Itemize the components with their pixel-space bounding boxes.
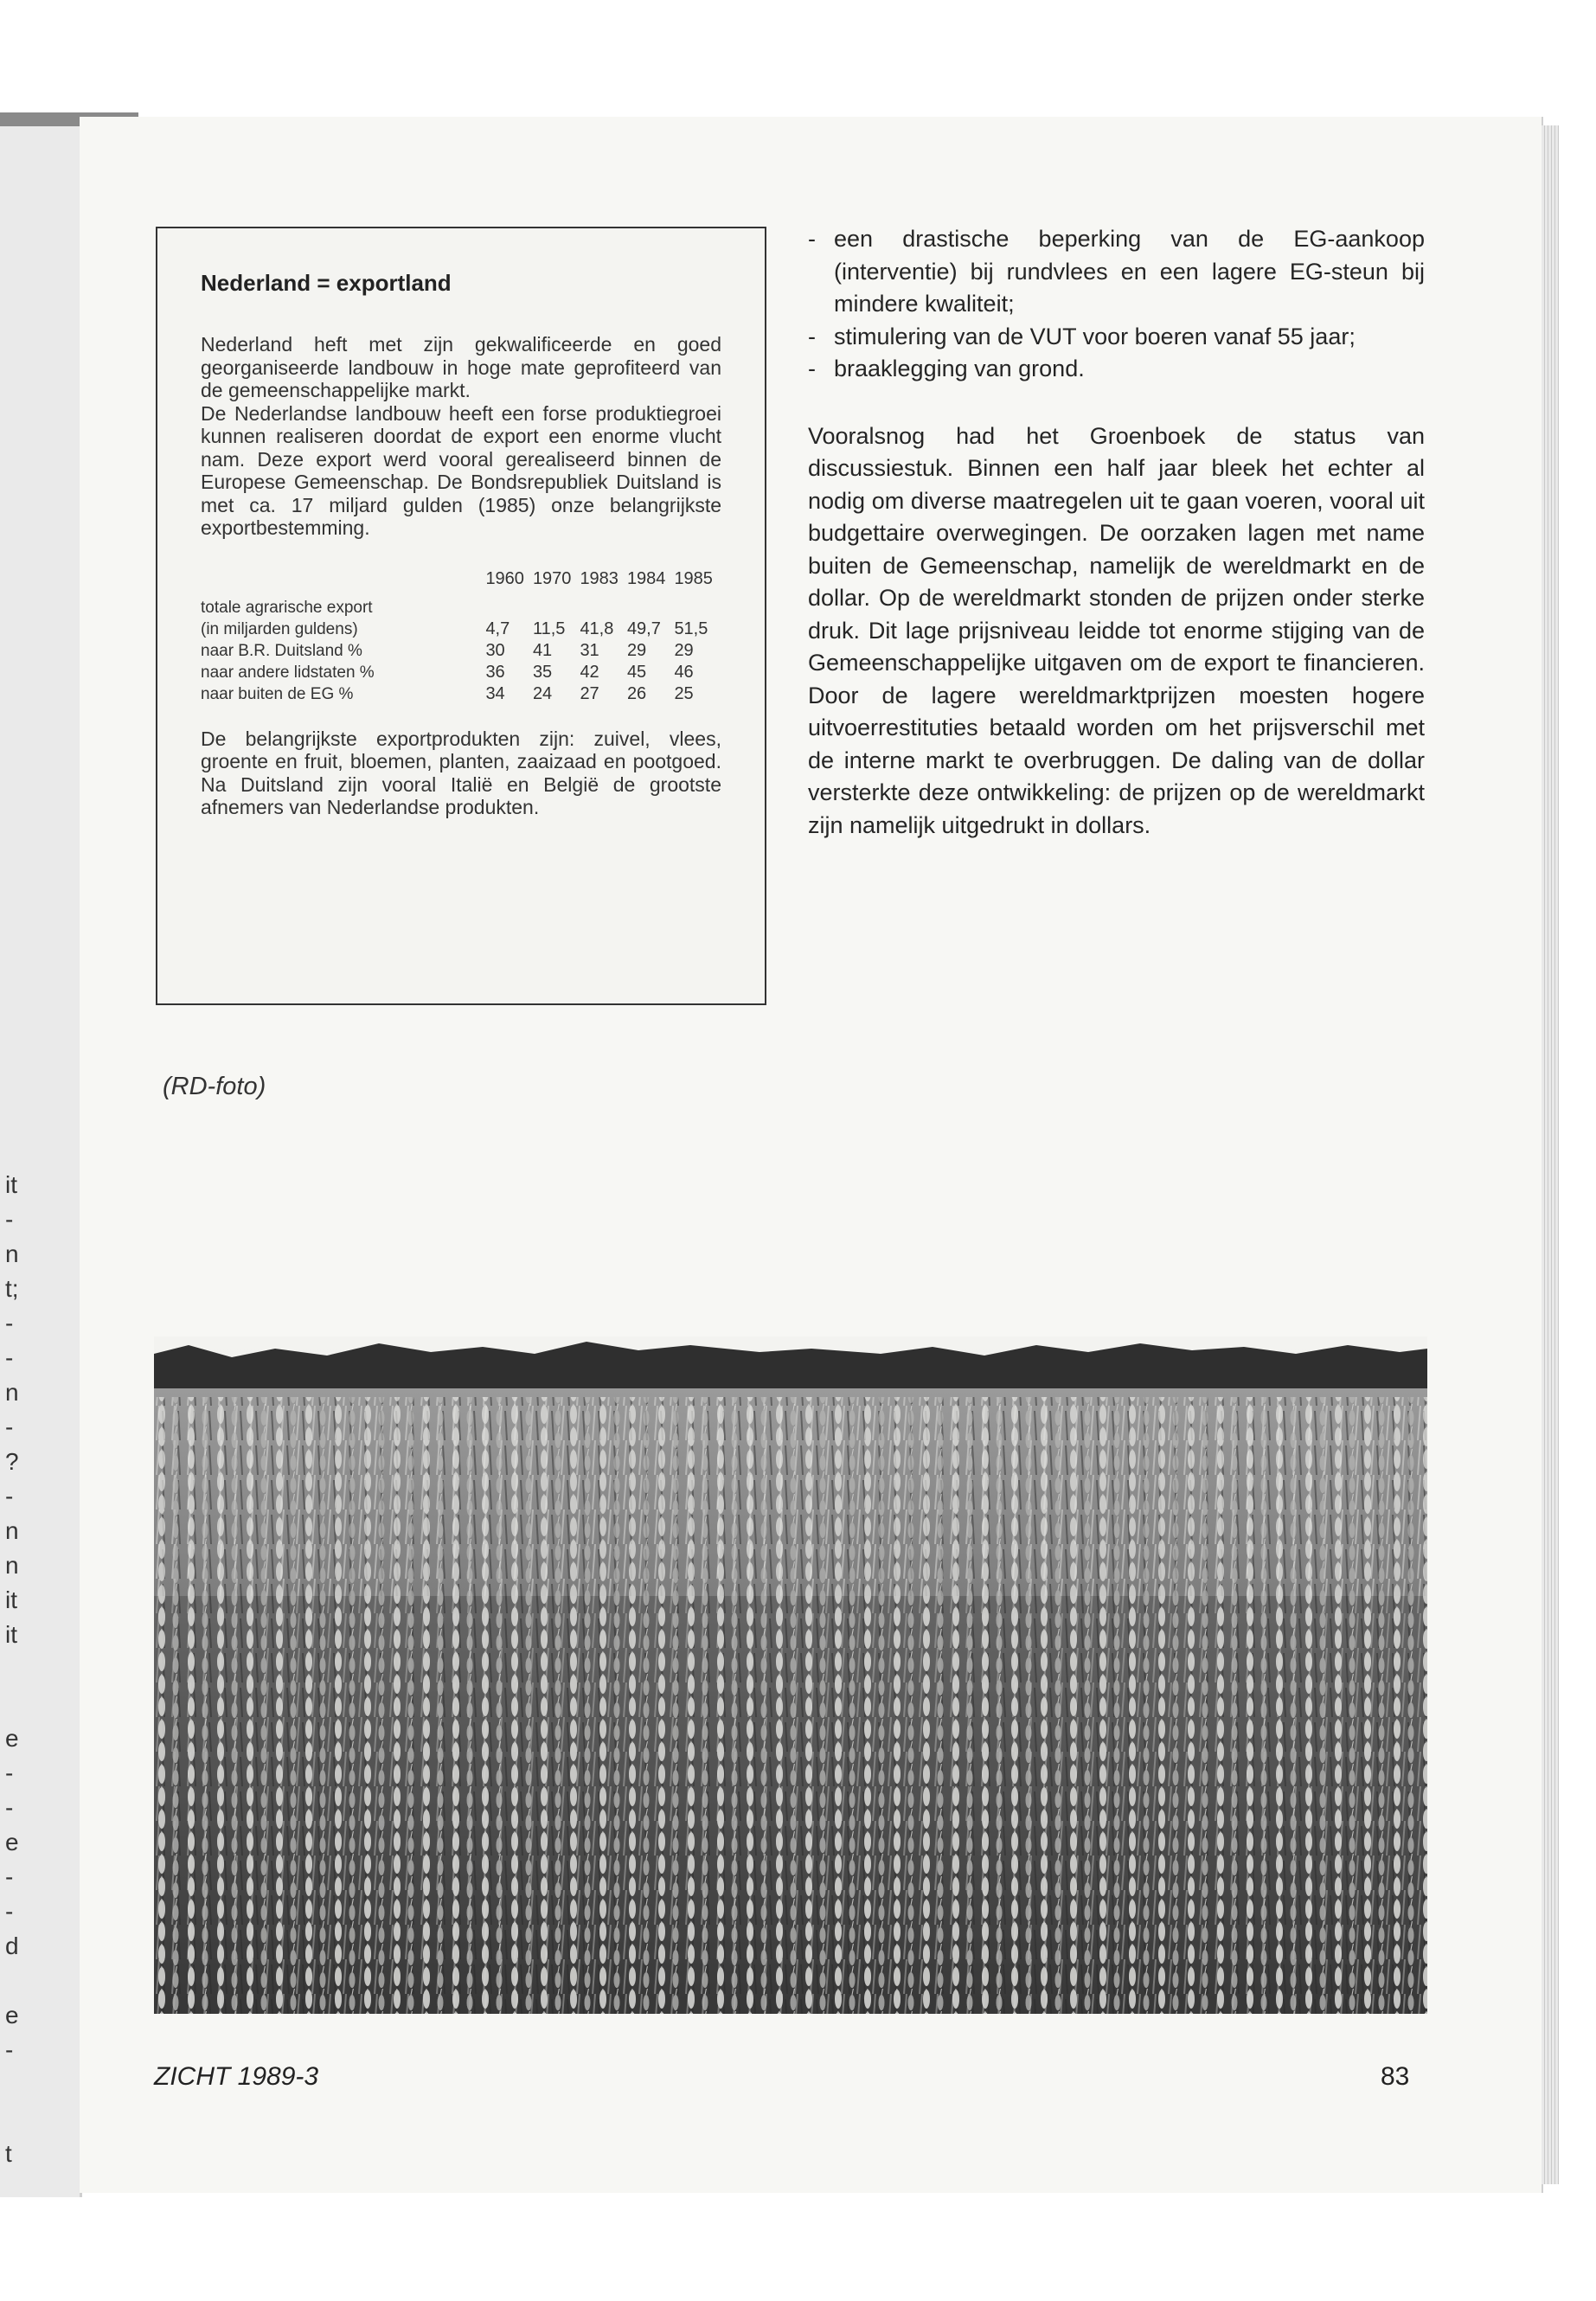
table-group-label: totale agrarische export	[201, 598, 373, 617]
table-cell: 34	[485, 683, 505, 703]
margin-fragment: n	[5, 1379, 19, 1406]
margin-fragment: n	[5, 1552, 19, 1579]
measures-list	[808, 223, 1425, 386]
margin-fragment: it	[5, 1621, 17, 1648]
body-paragraph: Vooralsnog had het Groenboek de status van discussiestuk. Binnen een half jaar bleek het echter al nodig om diverse maatregelen uit te gaan voeren, vooral uit budgettaire overwegingen. De oorzaken lagen met name buiten de Gemeenschap, namelijk de wereldmarkt en de dollar. Op de wereldmarkt stonden de prijzen onder sterke druk. Dit lage prijsniveau leidde tot enorme stijging van de Gemeenschappelijke uitgaven om de export te financieren. Door de lagere wereldmarktprijzen moesten hogere uitvoerrestituties betaald worden om het prijsverschil met de interne markt te overbruggen. De daling van de dollar versterkte deze ontwikkeling: de prijzen op de wereldmarkt zijn namelijk uitgedrukt in dollars.	[808, 422, 1425, 838]
margin-fragment	[5, 2067, 31, 2102]
table-cell: 41	[532, 640, 553, 660]
row-label: naar buiten de EG %	[201, 684, 354, 703]
right-column	[808, 223, 1425, 842]
year-header: 1970	[532, 569, 572, 588]
row-label: naar andere lidstaten %	[201, 663, 375, 682]
margin-fragment: -	[5, 1483, 14, 1509]
margin-fragment: d	[5, 1932, 19, 1959]
year-header: 1984	[626, 569, 666, 588]
margin-fragment: n	[5, 1240, 19, 1267]
table-cell: 42	[580, 662, 599, 682]
table-cell: 26	[626, 683, 647, 703]
page-stack-edge	[1542, 125, 1559, 2184]
list-item: - braaklegging van grond.	[808, 353, 1425, 386]
margin-fragment	[5, 1687, 31, 1721]
margin-fragment: ?	[5, 1448, 19, 1475]
table-corner	[201, 562, 485, 597]
wheat-field-image	[154, 1336, 1427, 2014]
row-label: (in miljarden guldens)	[201, 619, 358, 638]
table-cell: 29	[674, 640, 694, 660]
margin-fragment: n	[5, 1517, 19, 1544]
wheat-field-photo	[154, 1336, 1427, 2014]
table-cell: 25	[674, 683, 694, 703]
margin-fragment: t;	[5, 1275, 19, 1302]
margin-fragment: t	[5, 2140, 12, 2167]
table-cell: 41,8	[580, 619, 614, 638]
margin-fragment: -	[5, 1344, 14, 1371]
table-cell: 29	[626, 640, 647, 660]
table-row	[201, 640, 721, 662]
margin-fragment: -	[5, 2036, 14, 2063]
margin-fragment	[5, 1652, 31, 1687]
margin-fragment: e	[5, 1829, 19, 1856]
facing-page-text-fragments	[5, 1168, 31, 2171]
infobox-title: Nederland = exportland	[201, 270, 452, 296]
margin-fragment	[5, 1964, 31, 1998]
table-cell: 30	[485, 640, 505, 660]
export-table	[201, 562, 721, 705]
margin-fragment: -	[5, 1206, 14, 1233]
export-infobox	[156, 227, 766, 1005]
margin-fragment: it	[5, 1171, 17, 1198]
table-cell: 36	[485, 662, 505, 682]
margin-fragment: -	[5, 1863, 14, 1890]
margin-fragment: -	[5, 1413, 14, 1440]
row-label: naar B.R. Duitsland %	[201, 641, 362, 660]
journal-footer: ZICHT 1989-3	[154, 2062, 319, 2091]
table-cell: 49,7	[626, 619, 661, 638]
page-number: 83	[1381, 2062, 1410, 2091]
table-group-row	[201, 597, 721, 619]
table-cell: 35	[532, 662, 553, 682]
year-header: 1960	[485, 569, 524, 588]
infobox-paragraph-1: Nederland heft met zijn gekwalificeerde en goed georganiseerde landbouw in hoge mate geprofiteerd van de gemeenschappelijke markt.	[201, 333, 721, 401]
table-row	[201, 683, 721, 705]
table-cell: 45	[626, 662, 647, 682]
table-row	[201, 619, 721, 640]
table-cell: 51,5	[674, 619, 708, 638]
list-item: - een drastische beperking van de EG-aankoop (interventie) bij rundvlees en een lagere EG-steun bij mindere kwaliteit;	[808, 223, 1425, 321]
table-cell: 31	[580, 640, 599, 660]
margin-fragment: it	[5, 1586, 17, 1613]
margin-fragment: -	[5, 1759, 14, 1786]
table-cell: 11,5	[532, 619, 566, 638]
photo-credit: (RD-foto)	[163, 1073, 266, 1100]
margin-fragment	[5, 2102, 31, 2137]
table-cell: 24	[532, 683, 553, 703]
margin-fragment: -	[5, 1794, 14, 1821]
table-header-row	[201, 562, 721, 597]
table-row	[201, 662, 721, 683]
infobox-paragraph-3: De belangrijkste exportprodukten zijn: zuivel, vlees, groente en fruit, bloemen, planten, zaaizaad en pootgoed. Na Duitsland zijn vooral Italië en België de grootste afnemers van Nederlandse produkten.	[201, 727, 721, 818]
year-header: 1983	[580, 569, 619, 588]
margin-fragment: e	[5, 1725, 19, 1752]
table-cell: 4,7	[485, 619, 510, 638]
facing-page-edge	[0, 112, 82, 2197]
table-cell: 46	[674, 662, 694, 682]
margin-fragment: e	[5, 2002, 19, 2029]
list-item: - stimulering van de VUT voor boeren vanaf 55 jaar;	[808, 321, 1425, 354]
margin-fragment: -	[5, 1898, 14, 1925]
table-cell: 27	[580, 683, 599, 703]
margin-fragment: -	[5, 1310, 14, 1336]
year-header: 1985	[674, 569, 713, 588]
infobox-paragraph-2: De Nederlandse landbouw heeft een forse produktiegroei kunnen realiseren doordat de export een enorme vlucht nam. Deze export werd vooral gerealiseerd binnen de Europese Gemeenschap. De Bondsrepubliek Duitsland is met ca. 17 miljard gulden (1985) onze belangrijkste exportbestemming.	[201, 401, 721, 539]
